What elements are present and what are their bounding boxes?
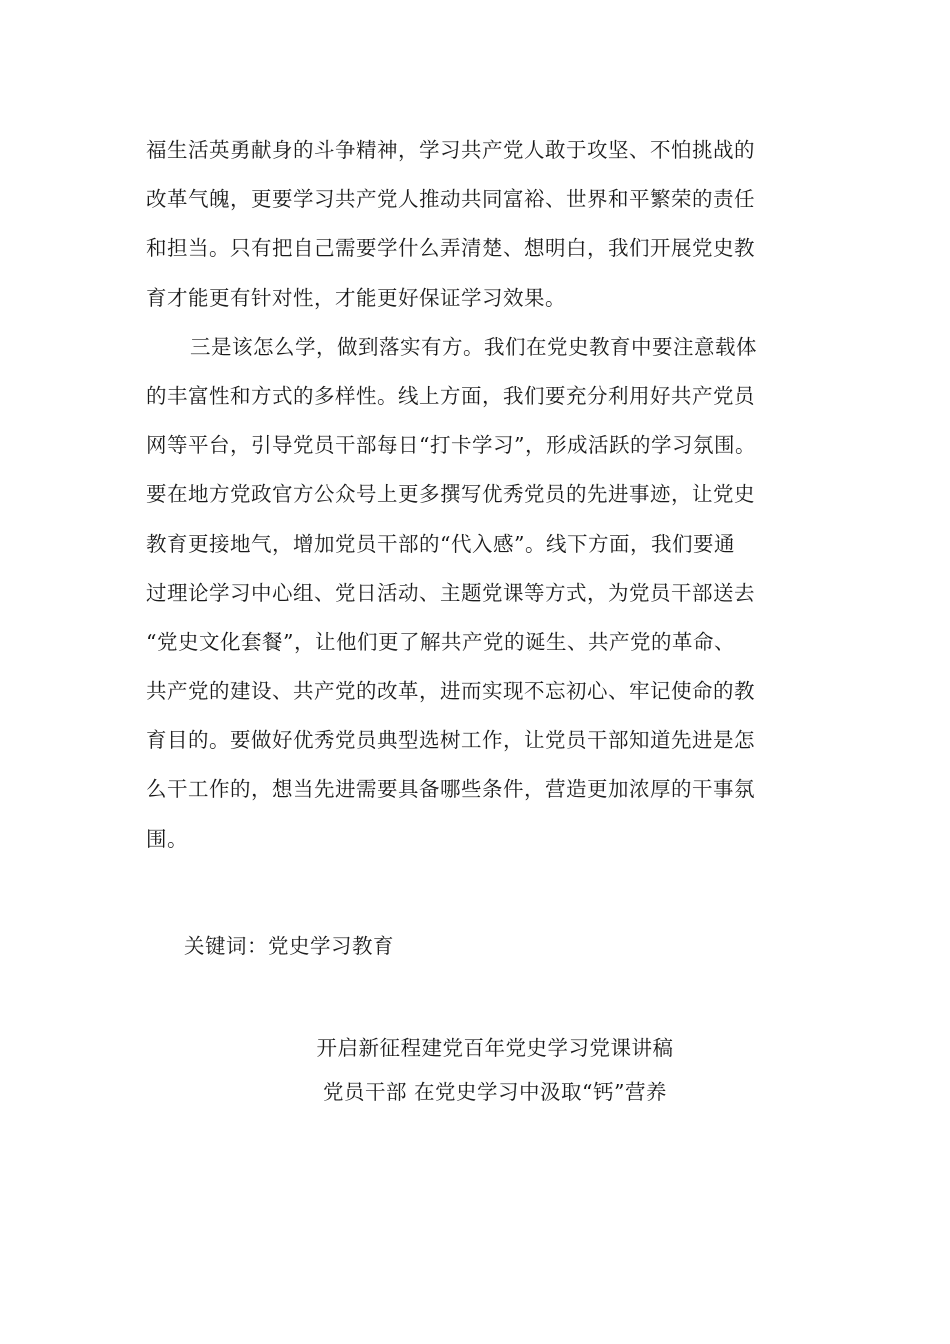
document-body <box>146 126 810 864</box>
paragraph-2-line-8: 共产党的建设、共产党的改革，进而实现不忘初心、牢记使命的教 <box>146 679 755 704</box>
keywords-line: 关键词：党史学习教育 <box>184 934 394 958</box>
paragraph-2-line-4: 要在地方党政官方公众号上更多撰写优秀党员的先进事迹，让党史 <box>146 482 755 507</box>
paragraph-2-line-2: 的丰富性和方式的多样性。线上方面，我们要充分利用好共产党员 <box>146 383 755 408</box>
paragraph-2-line-3: 网等平台，引导党员干部每日“打卡学习”，形成活跃的学习氛围。 <box>146 433 756 458</box>
paragraph-2-line-1: 三是该怎么学，做到落实有方。我们在党史教育中要注意载体 <box>190 334 757 359</box>
paragraph-1-line-3: 和担当。只有把自己需要学什么弄清楚、想明白，我们开展党史教 <box>146 236 755 261</box>
paragraph-1-line-2: 改革气魄，更要学习共产党人推动共同富裕、世界和平繁荣的责任 <box>146 187 755 212</box>
paragraph-2-line-7: “党史文化套餐”，让他们更了解共产党的诞生、共产党的革命、 <box>146 629 735 654</box>
related-titles <box>0 1026 950 1114</box>
paragraph-2-line-10: 么干工作的，想当先进需要具备哪些条件，营造更加浓厚的干事氛 <box>146 777 755 802</box>
paragraph-1-line-4: 育才能更有针对性，才能更好保证学习效果。 <box>146 285 566 310</box>
paragraph-2-line-11: 围。 <box>146 826 188 851</box>
paragraph-2-line-5: 教育更接地气，增加党员干部的“代入感”。线下方面，我们要通 <box>146 531 735 556</box>
paragraph-1-line-1: 福生活英勇献身的斗争精神，学习共产党人敢于攻坚、不怕挑战的 <box>146 138 755 162</box>
related-title-1: 开启新征程建党百年党史学习党课讲稿 <box>316 1036 674 1060</box>
paragraph-2-line-9: 育目的。要做好优秀党员典型选树工作，让党员干部知道先进是怎 <box>146 728 755 753</box>
related-title-2: 党员干部 在党史学习中汲取“钙”营养 <box>323 1080 667 1104</box>
paragraph-2-line-6: 过理论学习中心组、党日活动、主题党课等方式，为党员干部送去 <box>146 580 755 605</box>
